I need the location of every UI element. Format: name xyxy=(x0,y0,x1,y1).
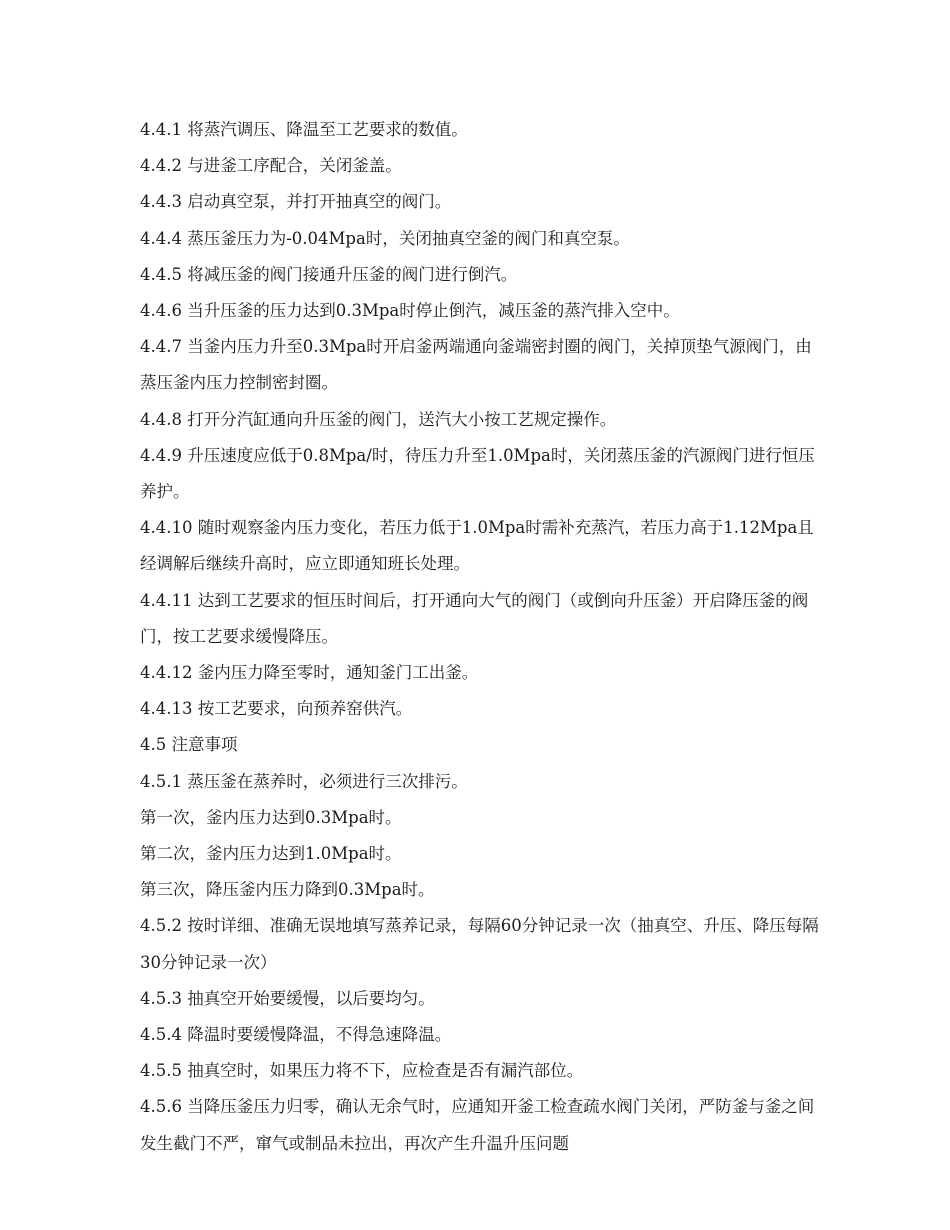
paragraph-4-5-1: 4.5.1 蒸压釜在蒸养时，必须进行三次排污。 xyxy=(140,771,468,791)
paragraph-4-5-3: 4.5.3 抽真空开始要缓慢，以后要均匀。 xyxy=(140,988,435,1008)
document-body xyxy=(140,112,820,1162)
paragraph-4-4-6: 4.4.6 当升压釜的压力达到0.3Mpa时停止倒汽，减压釜的蒸汽排入空中。 xyxy=(140,301,680,321)
paragraph-4-4-8: 4.4.8 打开分汽缸通向升压釜的阀门，送汽大小按工艺规定操作。 xyxy=(140,409,617,429)
paragraph-second-discharge: 第二次，釜内压力达到1.0Mpa时。 xyxy=(140,844,402,864)
paragraph-4-4-5: 4.4.5 将减压釜的阀门接通升压釜的阀门进行倒汽。 xyxy=(140,264,518,284)
paragraph-4-4-3: 4.4.3 启动真空泵，并打开抽真空的阀门。 xyxy=(140,192,452,212)
paragraph-4-4-2: 4.4.2 与进釜工序配合，关闭釜盖。 xyxy=(140,156,402,176)
paragraph-4-5-2: 4.5.2 按时详细、准确无误地填写蒸养记录，每隔60分钟记录一次（抽真空、升压、降压每隔30分钟记录一次） xyxy=(140,916,819,972)
paragraph-4-4-11: 4.4.11 达到工艺要求的恒压时间后，打开通向大气的阀门（或倒向升压釜）开启降压釜的阀门，按工艺要求缓慢降压。 xyxy=(140,590,809,646)
paragraph-4-4-12: 4.4.12 釜内压力降至零时，通知釜门工出釜。 xyxy=(140,663,479,683)
paragraph-4-4-4: 4.4.4 蒸压釜压力为-0.04Mpa时，关闭抽真空釜的阀门和真空泵。 xyxy=(140,228,630,248)
paragraph-4-4-7: 4.4.7 当釜内压力升至0.3Mpa时开启釜两端通向釜端密封圈的阀门，关掉顶垫气源阀门，由蒸压釜内压力控制密封圈。 xyxy=(140,337,812,393)
paragraph-first-discharge: 第一次，釜内压力达到0.3Mpa时。 xyxy=(140,807,402,827)
paragraph-4-5-6: 4.5.6 当降压釜压力归零，确认无余气时，应通知开釜工检查疏水阀门关闭，严防釜与釜之间发生截门不严，窜气或制品未拉出，再次产生升温升压问题 xyxy=(140,1097,815,1153)
section-heading-4-5: 4.5 注意事项 xyxy=(140,735,238,755)
paragraph-4-4-1: 4.4.1 将蒸汽调压、降温至工艺要求的数值。 xyxy=(140,120,468,139)
paragraph-4-4-13: 4.4.13 按工艺要求，向预养窑供汽。 xyxy=(140,699,413,719)
paragraph-4-4-9: 4.4.9 升压速度应低于0.8Mpa/时，待压力升至1.0Mpa时，关闭蒸压釜的汽源阀门进行恒压养护。 xyxy=(140,445,815,502)
paragraph-third-discharge: 第三次，降压釜内压力降到0.3Mpa时。 xyxy=(140,880,435,900)
paragraph-4-5-4: 4.5.4 降温时要缓慢降温，不得急速降温。 xyxy=(140,1025,452,1045)
paragraph-4-4-10: 4.4.10 随时观察釜内压力变化，若压力低于1.0Mpa时需补充蒸汽，若压力高于1.12Mpa且经调解后继续升高时，应立即通知班长处理。 xyxy=(140,518,814,574)
paragraph-4-5-5: 4.5.5 抽真空时，如果压力将不下，应检查是否有漏汽部位。 xyxy=(140,1061,584,1081)
